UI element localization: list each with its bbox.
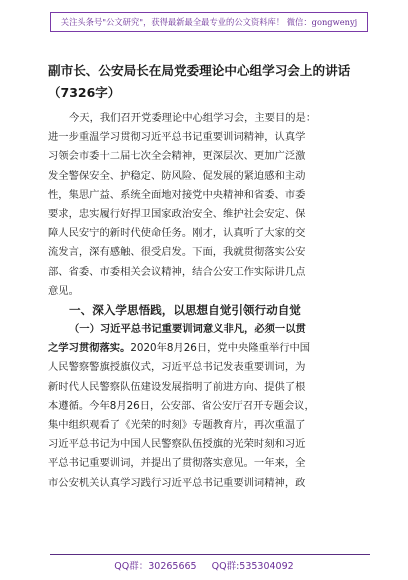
paragraph-line: 今天，我们召开党委理论中心组学习会，主要目的是： bbox=[69, 112, 317, 124]
paragraph-line: 性，集思广益、系统全面地对接党中央精神和省委、市委 bbox=[48, 188, 306, 201]
paragraph-line: 习领会市委十二届七次全会精神，更深层次、更加广泛激 bbox=[48, 150, 306, 163]
document-title: 副市长、公安局长在局党委理论中心组学习会上的讲话 bbox=[48, 63, 351, 78]
footer bbox=[0, 558, 408, 572]
paragraph-line: 平总书记重要训词，并提出了贯彻落实意见。一年来，全 bbox=[48, 457, 306, 470]
subsection-heading: （一）习近平总书记重要训词意义非凡，必须一以贯 bbox=[69, 323, 306, 336]
paragraph-line: 发全警保安全、护稳定、防风险、促发展的紧迫感和主动 bbox=[48, 169, 306, 182]
word-count: （7326字） bbox=[48, 85, 121, 100]
paragraph-line: 障人民安宁的新时代使命任务。刚才，认真听了大家的交 bbox=[48, 227, 306, 240]
paragraph-line: 意见。 bbox=[48, 284, 79, 297]
paragraph-line: 要求，忠实履行好捍卫国家政治安全、维护社会安定、保 bbox=[48, 207, 306, 220]
document-body bbox=[48, 109, 370, 493]
paragraph-line: 市公安机关认真学习践行习近平总书记重要训词精神，政 bbox=[48, 476, 306, 489]
paragraph-text: 2020年8月26日，党中央隆重举行中国 bbox=[130, 342, 311, 355]
paragraph-line: 流发言，深有感触、很受启发。下面，我就贯彻落实公安 bbox=[48, 246, 306, 259]
footer-divider bbox=[50, 554, 370, 555]
subsection-heading-end: 之学习贯彻落实。 bbox=[48, 342, 131, 355]
paragraph-line bbox=[48, 339, 370, 358]
footer-qq-group-1: QQ群：30265665 bbox=[114, 561, 197, 572]
footer-qq-group-2: QQ群:535304092 bbox=[211, 561, 294, 572]
paragraph-line: 习近平总书记为中国人民警察队伍授旗的光荣时刻和习近 bbox=[48, 438, 306, 451]
paragraph-line: 人民警察警旗授旗仪式，习近平总书记发表重要训词，为 bbox=[48, 361, 306, 374]
paragraph-line: 集中组织观看了《光荣的时刻》专题教育片，再次重温了 bbox=[48, 419, 306, 431]
header-banner-text: 关注头条号"公文研究"，获得最新最全最专业的公文资料库！ 微信：gongwenyj bbox=[60, 17, 358, 27]
section-heading: 一、深入学思悟践，以思想自觉引领行动自觉 bbox=[69, 302, 301, 317]
paragraph-line: 进一步重温学习贯彻习近平总书记重要训词精神，认真学 bbox=[48, 131, 306, 144]
paragraph-line: 本遵循。今年8月26日，公安部、省公安厅召开专题会议， bbox=[48, 399, 315, 412]
paragraph-line: 新时代人民警察队伍建设发展指明了前进方向、提供了根 bbox=[48, 380, 306, 393]
header-banner bbox=[50, 12, 368, 32]
paragraph-line: 部、省委、市委相关会议精神，结合公安工作实际讲几点 bbox=[48, 265, 306, 278]
